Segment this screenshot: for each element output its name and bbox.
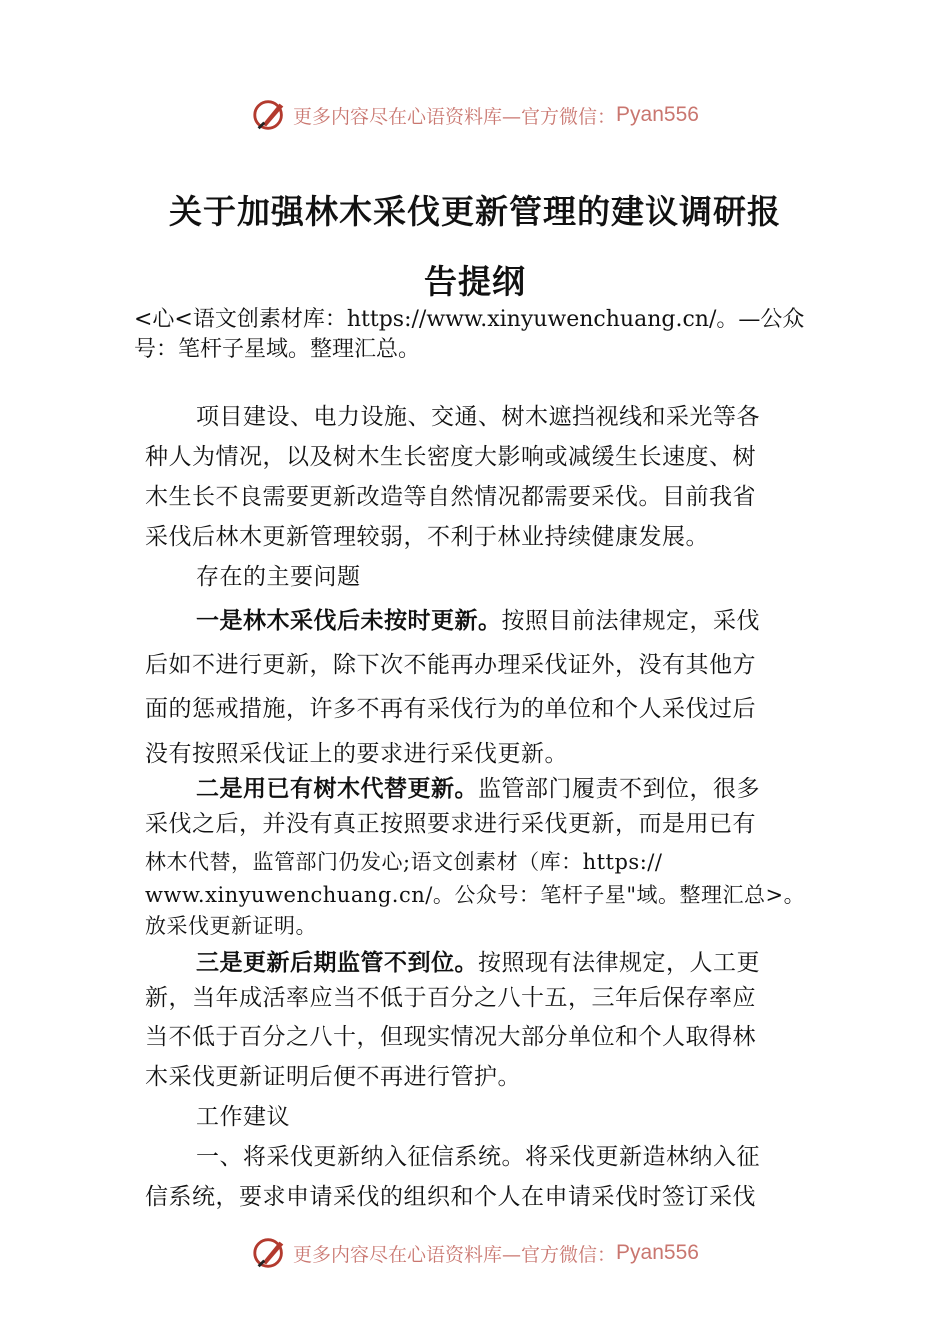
- paragraph-line: [196, 944, 760, 977]
- paragraph-line: 木生长不良需要更新改造等自然情况都需要采伐。目前我省: [145, 484, 756, 510]
- banner-wechat-id: Pyan556: [616, 1241, 699, 1264]
- banner-text: 更多内容尽在心语资料库—官方微信：: [293, 105, 617, 128]
- footer-watermark-banner: [0, 1231, 950, 1275]
- header-watermark-banner: [0, 93, 950, 137]
- paragraph-line: [196, 602, 760, 635]
- item-3-bold-lead: 三是更新后期监管不到位。: [196, 950, 478, 976]
- paragraph-line: 一、将采伐更新纳入征信系统。将采伐更新造林纳入征: [196, 1144, 760, 1170]
- paragraph-line: 后如不进行更新，除下次不能再办理采伐证外，没有其他方: [145, 652, 756, 678]
- banner-text: 更多内容尽在心语资料库—官方微信：: [293, 1243, 617, 1266]
- paragraph-line: 新，当年成活率应当不低于百分之八十五，三年后保存率应: [145, 985, 756, 1011]
- banner-wechat-id: Pyan556: [616, 103, 699, 126]
- source-note: <心<语文创素材库：https://www.xinyuwenchuang.cn/。—公众号：笔杆子星域。整理汇总。: [134, 307, 805, 362]
- paragraph-line: 采伐后林木更新管理较弱，不利于林业持续健康发展。: [145, 524, 709, 550]
- item-1-bold-lead: 一是林木采伐后未按时更新。: [196, 608, 502, 634]
- item-2-bold-lead: 二是用已有树木代替更新。: [196, 776, 478, 802]
- pen-logo-icon: [251, 1234, 289, 1272]
- item-2-text: 监管部门履责不到位，很多: [478, 776, 760, 802]
- pen-logo-icon: [251, 96, 289, 134]
- paragraph-line: 放采伐更新证明。: [145, 914, 317, 938]
- paragraph-line: 没有按照采伐证上的要求进行采伐更新。: [145, 741, 568, 767]
- paragraph-line: [196, 770, 760, 803]
- section-heading-problems: 存在的主要问题: [196, 564, 361, 590]
- document-title-line2: 告提纲: [424, 262, 526, 301]
- paragraph-line: 当不低于百分之八十，但现实情况大部分单位和个人取得林: [145, 1024, 756, 1050]
- paragraph-line: 木采伐更新证明后便不再进行管护。: [145, 1064, 521, 1090]
- paragraph-line: 种人为情况，以及树木生长密度大影响或减缓生长速度、树: [145, 444, 756, 470]
- paragraph-line: 采伐之后，并没有真正按照要求进行采伐更新，而是用已有: [145, 811, 756, 837]
- document-title-line1: 关于加强林木采伐更新管理的建议调研报: [169, 192, 781, 231]
- section-heading-suggestions: 工作建议: [196, 1104, 290, 1130]
- paragraph-line: 信系统，要求申请采伐的组织和个人在申请采伐时签订采伐: [145, 1184, 756, 1210]
- paragraph-line: 面的惩戒措施，许多不再有采伐行为的单位和个人采伐过后: [145, 696, 756, 722]
- item-1-text: 按照目前法律规定，采伐: [501, 608, 760, 634]
- paragraph-line: 项目建设、电力设施、交通、树木遮挡视线和采光等各: [196, 404, 760, 430]
- item-3-text: 按照现有法律规定，人工更: [478, 950, 760, 976]
- paragraph-line: 林木代替，监管部门仍发心;语文创素材（库：https://: [145, 850, 663, 874]
- paragraph-line: www.xinyuwenchuang.cn/。公众号：笔杆子星"域。整理汇总>。: [145, 883, 806, 907]
